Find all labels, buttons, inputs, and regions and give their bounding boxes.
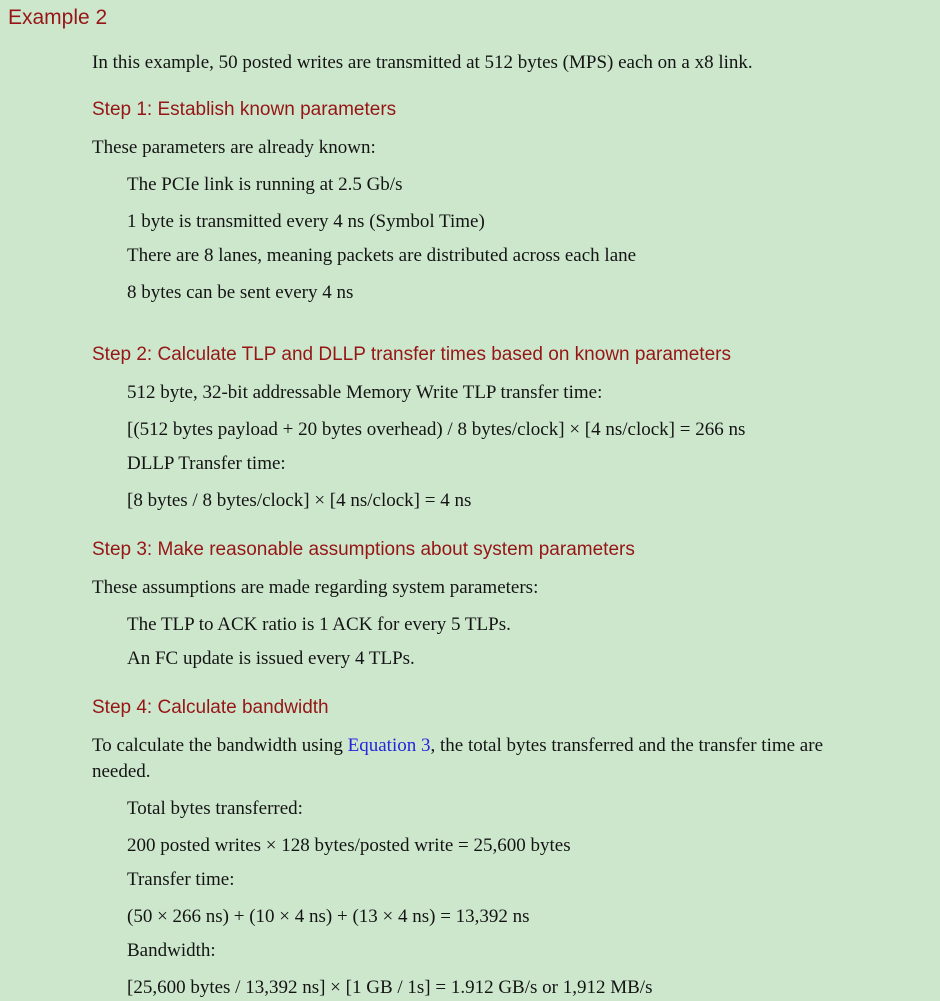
list-item <box>92 380 932 443</box>
bullet-subtext: 8 bytes can be sent every 4 ns <box>127 282 354 303</box>
list-item <box>92 867 932 930</box>
bullet-icon <box>92 612 127 638</box>
bullet-text: 512 byte, 32-bit addressable Memory Write TLP transfer time: <box>127 382 603 403</box>
step-1-heading: Step 1: Establish known parameters <box>92 99 397 120</box>
step-3-section <box>92 538 932 672</box>
list-item <box>92 612 932 638</box>
step-2-section <box>92 343 932 514</box>
step-3-heading: Step 3: Make reasonable assumptions about system parameters <box>92 539 635 560</box>
intro-paragraph: In this example, 50 posted writes are transmitted at 512 bytes (MPS) each on a x8 link. <box>92 52 753 73</box>
bullet-icon <box>92 172 127 235</box>
bullet-icon <box>92 646 127 672</box>
formula-text: [25,600 bytes / 13,392 ns] × [1 GB / 1s] = 1.912 GB/s or 1,912 MB/s <box>127 977 653 998</box>
bullet-text: Bandwidth: <box>127 940 216 961</box>
list-item <box>92 938 932 1001</box>
list-item <box>92 172 932 235</box>
step-3-lead: These assumptions are made regarding system parameters: <box>92 577 539 598</box>
bullet-text: An FC update is issued every 4 TLPs. <box>127 648 415 669</box>
bullet-text: The PCIe link is running at 2.5 Gb/s <box>127 174 403 195</box>
bullet-icon <box>92 451 127 514</box>
step-2-heading: Step 2: Calculate TLP and DLLP transfer times based on known parameters <box>92 344 731 365</box>
bullet-text: DLLP Transfer time: <box>127 453 286 474</box>
formula-text: (50 × 266 ns) + (10 × 4 ns) + (13 × 4 ns) = 13,392 ns <box>127 906 530 927</box>
lead-text-before-link: To calculate the bandwidth using <box>92 735 348 756</box>
bullet-text: There are 8 lanes, meaning packets are distributed across each lane <box>127 245 637 266</box>
bullet-text: Transfer time: <box>127 869 235 890</box>
formula-text: [(512 bytes payload + 20 bytes overhead) / 8 bytes/clock] × [4 ns/clock] = 266 ns <box>127 419 746 440</box>
step-4-section <box>92 696 932 1001</box>
equation-3-link[interactable]: Equation 3 <box>347 735 431 756</box>
bullet-subtext: 1 byte is transmitted every 4 ns (Symbol Time) <box>127 211 485 232</box>
list-item <box>92 243 932 306</box>
page-title: Example 2 <box>8 6 108 29</box>
document-body <box>92 30 932 1001</box>
list-item <box>92 451 932 514</box>
list-item <box>92 646 932 672</box>
formula-text: 200 posted writes × 128 bytes/posted write = 25,600 bytes <box>127 835 571 856</box>
step-1-lead: These parameters are already known: <box>92 137 376 158</box>
step-1-section <box>92 98 932 306</box>
list-item <box>92 796 932 859</box>
lead-text-after-link: , the total bytes transferred and the transfer time are needed. <box>92 735 823 782</box>
bullet-text: Total bytes transferred: <box>127 798 303 819</box>
bullet-icon <box>92 243 127 306</box>
formula-text: [8 bytes / 8 bytes/clock] × [4 ns/clock] = 4 ns <box>127 490 472 511</box>
bullet-icon <box>92 867 127 930</box>
bullet-text: The TLP to ACK ratio is 1 ACK for every 5 TLPs. <box>127 614 511 635</box>
bullet-icon <box>92 380 127 443</box>
bullet-icon <box>92 938 127 1001</box>
bullet-icon <box>92 796 127 859</box>
step-4-lead <box>92 733 837 785</box>
step-4-heading: Step 4: Calculate bandwidth <box>92 697 329 718</box>
